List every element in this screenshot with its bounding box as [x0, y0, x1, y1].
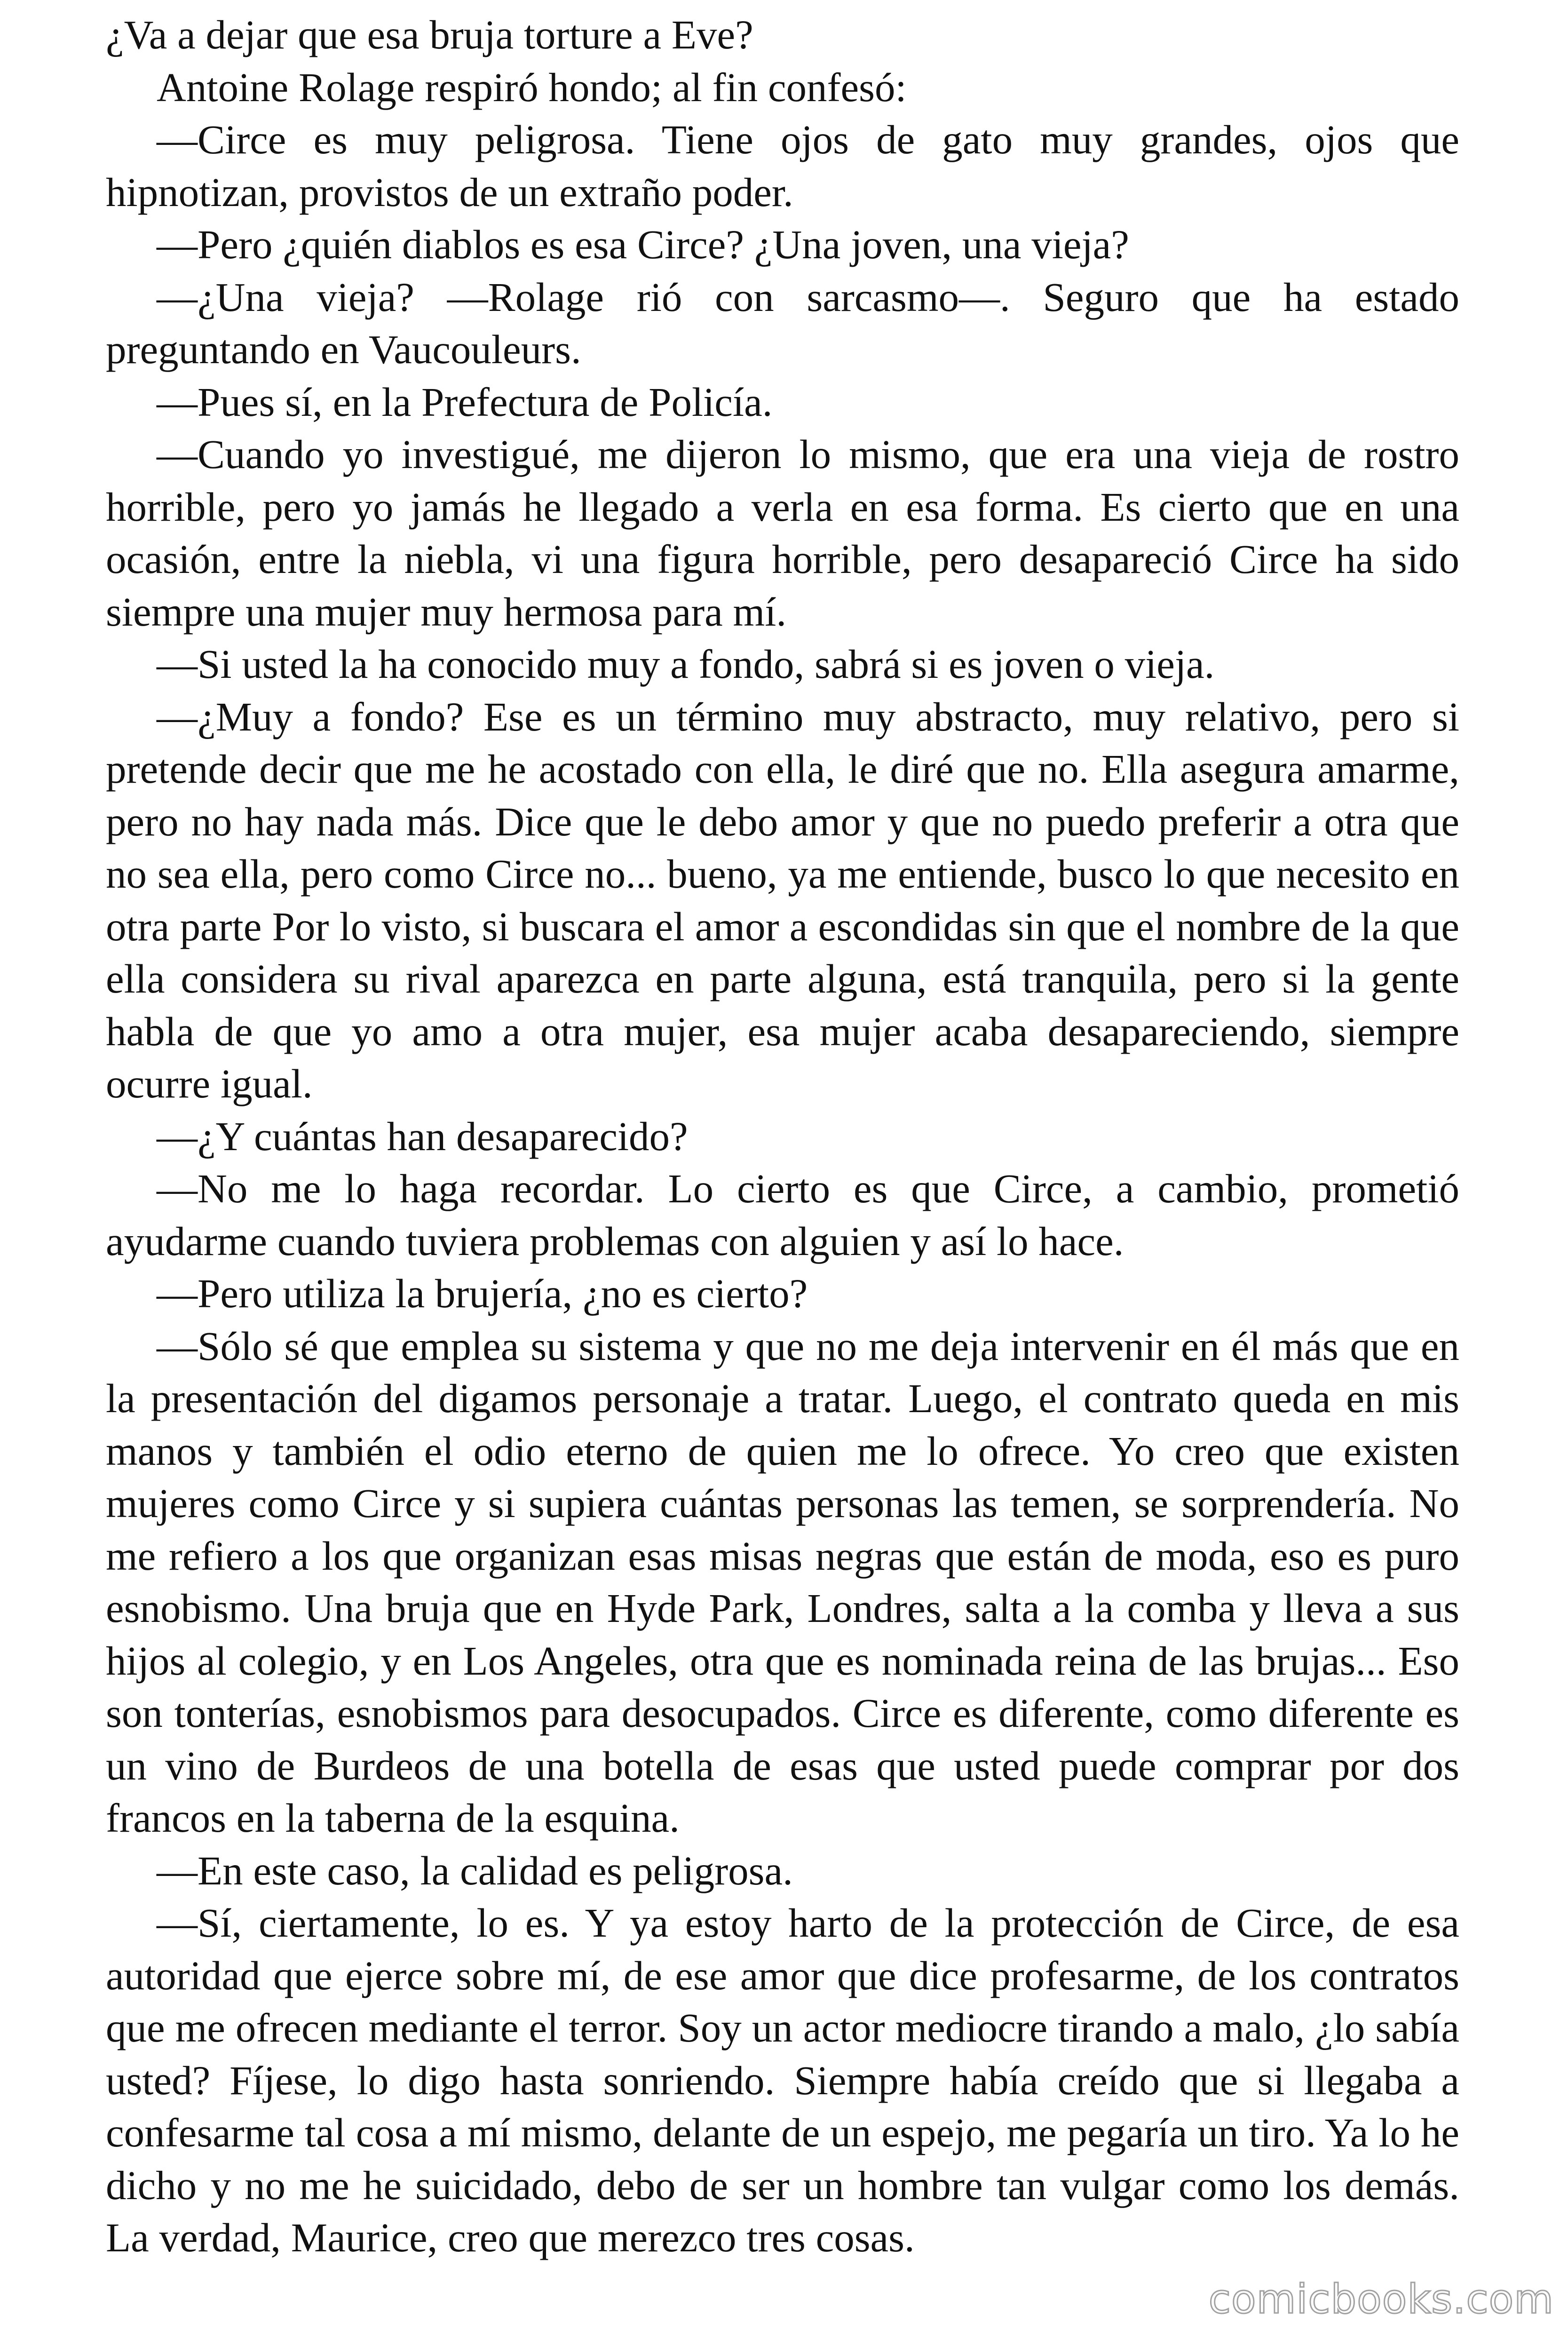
paragraph-10: —¿Y cuántas han desaparecido?: [157, 1113, 688, 1159]
paragraph-2: Antoine Rolage respiró hondo; al fin confesó:: [157, 64, 907, 110]
paragraph-9: —¿Muy a fondo? Ese es un término muy abstracto, muy relativo, pero si pretende decir que me he acostado con ella, le diré que no. Ella asegura amarme, pero no hay nada más. Dice que le debo amor y que no puedo preferir a otra que no sea ella, pero como Circe no... bueno, ya me entiende, busco lo que necesito en otra parte Por lo visto, si buscara el amor a escondidas sin que el nombre de la que ella considera su rival aparezca en parte alguna, está tranquila, pero si la gente habla de que yo amo a otra mujer, esa mujer acaba desapareciendo, siempre ocurre igual.: [106, 693, 1459, 1106]
paragraph-15: —Sí, ciertamente, lo es. Y ya estoy harto de la protección de Circe, de esa autoridad que ejerce sobre mí, de ese amor que dice profesarme, de los contratos que me ofrecen mediante el terror. Soy un actor mediocre tirando a malo, ¿lo sabía usted? Fíjese, lo digo hasta sonriendo. Siempre había creído que si llegaba a confesarme tal cosa a mí mismo, delante de un espejo, me pegaría un tiro. Ya lo he dicho y no me he suicidado, debo de ser un hombre tan vulgar como los demás. La verdad, Maurice, creo que merezco tres cosas.: [106, 1900, 1459, 2260]
paragraph-12: —Pero utiliza la brujería, ¿no es cierto?: [157, 1271, 808, 1316]
paragraph-4: —Pero ¿quién diablos es esa Circe? ¿Una joven, una vieja?: [157, 222, 1129, 267]
paragraph-5: —¿Una vieja? —Rolage rió con sarcasmo—. Seguro que ha estado preguntando en Vaucouleurs.: [106, 274, 1459, 372]
paragraph-14: —En este caso, la calidad es peligrosa.: [157, 1847, 793, 1893]
paragraph-1: ¿Va a dejar que esa bruja torture a Eve?: [106, 12, 753, 57]
page-text: [106, 8, 1459, 2264]
paragraph-3: —Circe es muy peligrosa. Tiene ojos de gato muy grandes, ojos que hipnotizan, provistos de un extraño poder.: [106, 117, 1459, 215]
watermark: comicbooks.com: [1208, 2276, 1554, 2323]
paragraph-13: —Sólo sé que emplea su sistema y que no me deja intervenir en él más que en la presentación del digamos personaje a tratar. Luego, el contrato queda en mis manos y también el odio eterno de quien me lo ofrece. Yo creo que existen mujeres como Circe y si supiera cuántas personas las temen, se sorprendería. No me refiero a los que organizan esas misas negras que están de moda, eso es puro esnobismo. Una bruja que en Hyde Park, Londres, salta a la comba y lleva a sus hijos al colegio, y en Los Angeles, otra que es nominada reina de las brujas... Eso son tonterías, esnobismos para desocupados. Circe es diferente, como diferente es un vino de Burdeos de una botella de esas que usted puede comprar por dos francos en la taberna de la esquina.: [106, 1323, 1459, 1841]
paragraph-11: —No me lo haga recordar. Lo cierto es que Circe, a cambio, prometió ayudarme cuando tuviera problemas con alguien y así lo hace.: [106, 1166, 1459, 1264]
paragraph-8: —Si usted la ha conocido muy a fondo, sabrá si es joven o vieja.: [157, 641, 1215, 687]
paragraph-7: —Cuando yo investigué, me dijeron lo mismo, que era una vieja de rostro horrible, pero yo jamás he llegado a verla en esa forma. Es cierto que en una ocasión, entre la niebla, vi una figura horrible, pero desapareció Circe ha sido siempre una mujer muy hermosa para mí.: [106, 431, 1459, 635]
paragraph-6: —Pues sí, en la Prefectura de Policía.: [157, 379, 773, 425]
